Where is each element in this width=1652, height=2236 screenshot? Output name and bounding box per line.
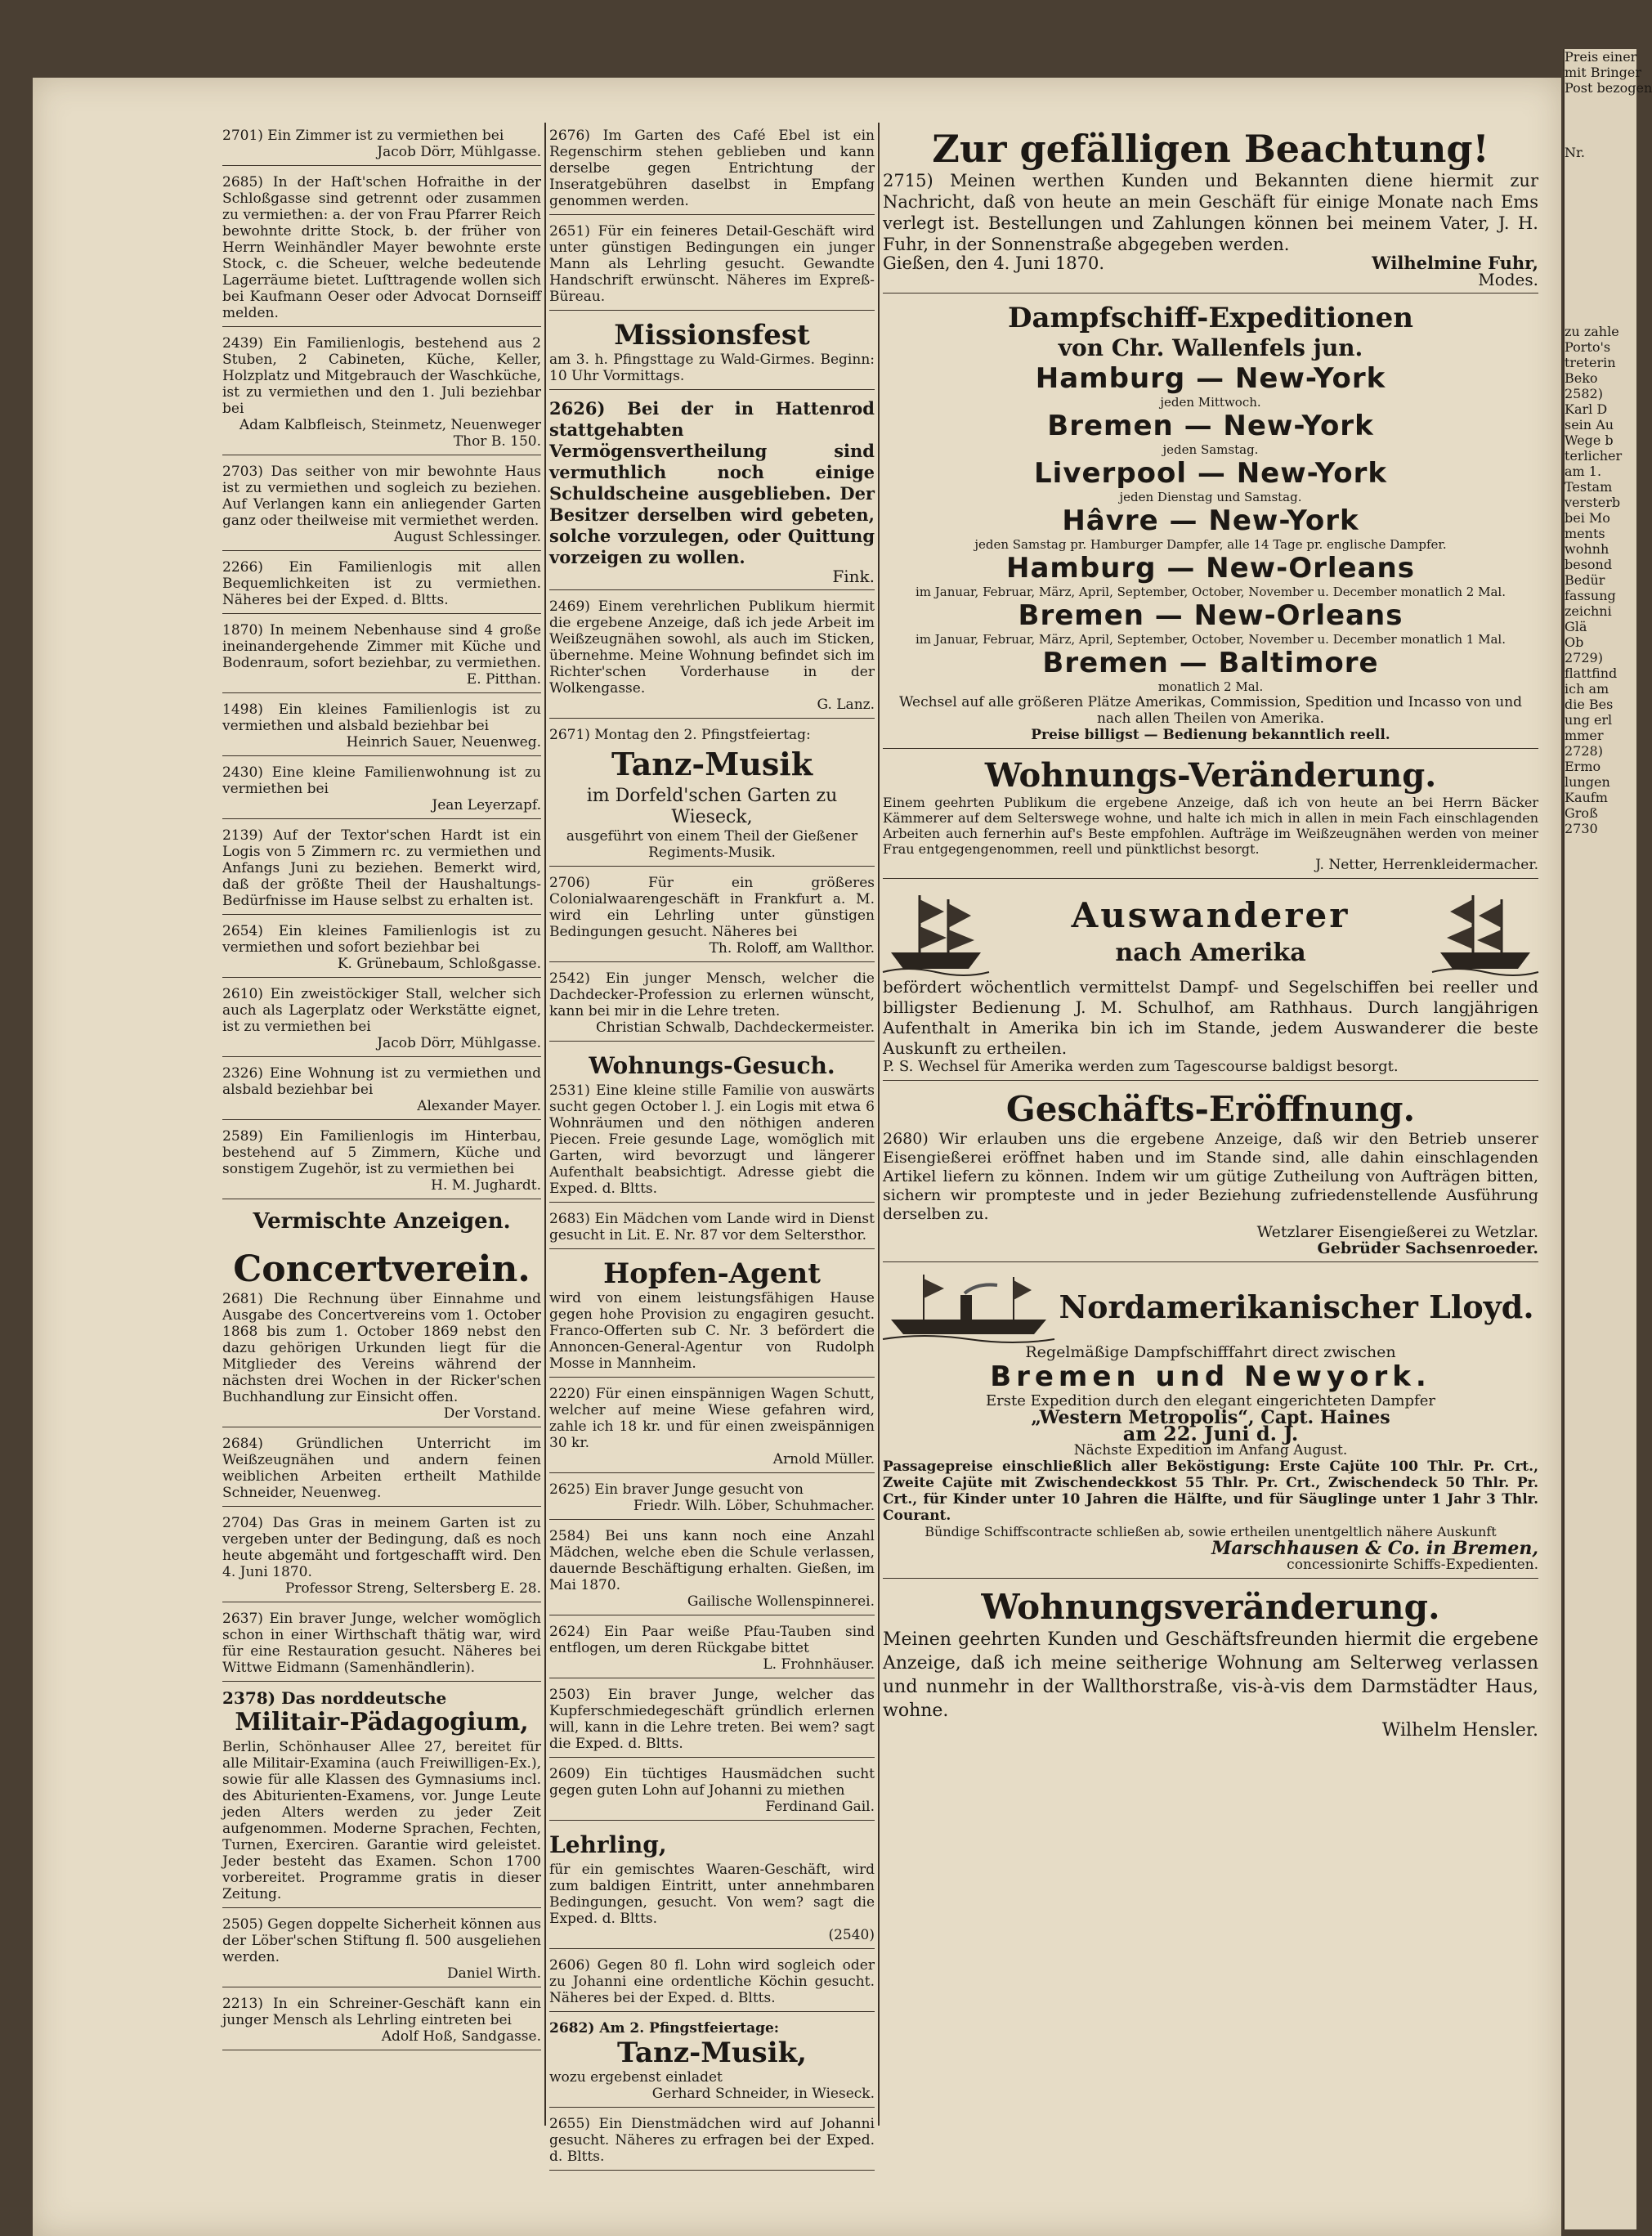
tanz-musik-ad-1: 2671) Montag den 2. Pfingstfeiertag: Tanz-Musik im Dorfeld'schen Garten zu Wieseck, ausgeführt von einem Theil der Gießener Regiments-Musik. — [549, 722, 875, 867]
adjacent-text: mmer — [1565, 728, 1604, 743]
adjacent-text: Ermo — [1565, 759, 1601, 774]
adjacent-text: flattfind — [1565, 665, 1618, 681]
concert-ad: Concertverein. 2681) Die Rechnung über Einnahme und Ausgabe des Concertvereins vom 1. October 1868 bis zum 1. October 1869 nebst den dazu gehörigen Urkunden liegt für die Mitglieder des Vereins während der nächsten drei Wochen in der Ricker'schen Buchhandlung zur Einsicht offen. Der Vorstand. — [222, 1243, 541, 1427]
column-rule — [878, 123, 880, 2126]
adjacent-text: wohnh — [1565, 541, 1609, 557]
adjacent-text: 2582) — [1565, 386, 1603, 401]
route-entry: Hamburg — New-York jeden Mittwoch. — [1035, 362, 1386, 410]
auswanderer-ad: Auswanderer nach Amerika befördert wöchentlich vermittelst Dampf- und Segelschiffen bei reeller und billigster Bedienung J. M. Schulhof, am Rathhaus. Durch langjährigen Aufenthalt in Amerika bin ich im Stande, jedem Auswanderer die beste Auskunft zu ertheilen. P. S. Wechsel für Amerika werden zum Tagescourse baldigst besorgt. — [883, 882, 1538, 1081]
route-entry: Liverpool — New-York jeden Dienstag und Samstag. — [1034, 457, 1387, 504]
classified-ad: 2704) Das Gras in meinem Garten ist zu vergeben unter der Bedingung, daß es noch heute abgemäht und fortgeschafft wird. Den 4. Juni 1870. Professor Streng, Seltersberg E. 28. — [222, 1510, 541, 1602]
tanz-musik-ad-2: 2682) Am 2. Pfingstfeiertage: Tanz-Musik, wozu ergebenst einladet Gerhard Schneider, in Wieseck. — [549, 2015, 875, 2108]
tanz-musik-title: Tanz-Musik — [611, 746, 813, 782]
classified-ad: 2266) Ein Familienlogis mit allen Bequemlichkeiten ist zu vermiethen. Näheres bei der Exped. d. Bltts. — [222, 554, 541, 614]
route-entry: Bremen — New-Orleans im Januar, Februar, März, April, September, October, November u. December monatlich 1 Mal. — [916, 599, 1506, 647]
classified-ad: 2326) Eine Wohnung ist zu vermiethen und alsbald beziehbar bei Alexander Mayer. — [222, 1060, 541, 1120]
adjacent-text: lungen — [1565, 774, 1610, 790]
column-1 — [222, 123, 541, 2054]
adjacent-text: Wege b — [1565, 432, 1614, 448]
adjacent-text: sein Au — [1565, 417, 1614, 432]
classified-ad: 2589) Ein Familienlogis im Hinterbau, bestehend auf 5 Zimmern, Küche und sonstigem Zugehör, ist zu vermiethen bei H. M. Jughardt. — [222, 1123, 541, 1199]
classified-ad: 2430) Eine kleine Familienwohnung ist zu vermiethen bei Jean Leyerzapf. — [222, 760, 541, 819]
classified-ad: 2542) Ein junger Mensch, welcher die Dachdecker-Profession zu erlernen wünscht, kann bei mir in die Lehre treten. Christian Schwalb, Dachdeckermeister. — [549, 966, 875, 1042]
wohnungs-gesuch-title: Wohnungs-Gesuch. — [589, 1052, 835, 1079]
route-entry: Bremen — New-York jeden Samstag. — [1047, 410, 1374, 457]
classified-ad: 2703) Das seither von mir bewohnte Haus ist zu vermiethen und sogleich zu beziehen. Auf Verlangen kann ein anliegender Garten ganz oder theilweise mit vermiethet werden. August Schlessinger. — [222, 459, 541, 551]
adjacent-text: Beko — [1565, 370, 1598, 386]
classified-ad: 2469) Einem verehrlichen Publikum hiermit die ergebene Anzeige, daß ich jede Arbeit im Weißzeugnähen sowohl, als auch im Sticken, übernehme. Meine Wohnung befindet sich im Richter'schen Vorderhause in der Wolkengasse. G. Lanz. — [549, 594, 875, 719]
ship-icon — [1432, 887, 1538, 977]
fuhr-title: Zur gefälligen Beachtung! — [932, 127, 1489, 171]
adjacent-text: die Bes — [1565, 697, 1614, 712]
adjacent-text: Ob — [1565, 634, 1584, 650]
classified-ad: 2655) Ein Dienstmädchen wird auf Johanni gesucht. Näheres zu erfragen bei der Exped. d. Bltts. — [549, 2111, 875, 2171]
mission-ad: Missionsfest am 3. h. Pfingsttage zu Wald-Girmes. Beginn: 10 Uhr Vormittags. — [549, 314, 875, 390]
classified-ad: 2684) Gründlichen Unterricht im Weißzeugnähen und andern feinen weiblichen Arbeiten ertheilt Mathilde Schneider, Neuenweg. — [222, 1431, 541, 1507]
wohnungs-gesuch-ad: Wohnungs-Gesuch. 2531) Eine kleine stille Familie von auswärts sucht gegen October l. J. ein Logis mit etwa 6 Wohnräumen und den nöthigen anderen Piecen. Freie gesunde Lage, womöglich mit Garten, wird bevorzugt und längerer Aufenthalt beabsichtigt. Adresse giebt die Exped. d. Bltts. — [549, 1045, 875, 1203]
adjacent-text: terlicher — [1565, 448, 1623, 464]
adjacent-text: Glä — [1565, 619, 1587, 634]
adjacent-text: fassung — [1565, 588, 1616, 603]
wohnungs-veraenderung-ad-2: Wohnungsveränderung. Meinen geehrten Kunden und Geschäftsfreunden hiermit die ergebene Anzeige, daß ich meine seitherige Wohnung am Selterweg verlassen und nunmehr in der Wallthorstraße, vis-à-vis dem Darmstädter Haus, wohne. Wilhelm Hensler. — [883, 1587, 1538, 1741]
classified-ad: 2220) Für einen einspännigen Wagen Schutt, welcher auf meine Wiese gefahren wird, zahle ich 18 kr. und für einen zweispännigen 30 kr. Arnold Müller. — [549, 1381, 875, 1473]
adjacent-text: zeichni — [1565, 603, 1612, 619]
classified-ad: 2609) Ein tüchtiges Hausmädchen sucht gegen guten Lohn auf Johanni zu miethen Ferdinand Gail. — [549, 1761, 875, 1821]
paedagogium-ad: 2378) Das norddeutsche Militair-Pädagogium, Berlin, Schönhauser Allee 27, bereitet für alle Militair-Examina (auch Freiwilligen-Ex.), sowie für alle Klassen des Gymnasiums incl. des Abiturienten-Examens, vor. Junge Leute jeden Alters werden zu jeder Zeit aufgenommen. Moderne Sprachen, Fechten, Turnen, Exerciren. Garantie wird geleistet. Jeder besteht das Examen. Schon 1700 vorbereitet. Programme gratis in dieser Zeitung. — [222, 1685, 541, 1908]
column-rule — [544, 123, 546, 2126]
adjacent-text: 2729) — [1565, 650, 1603, 665]
fuhr-ad: Zur gefälligen Beachtung! 2715) Meinen werthen Kunden und Bekannten diene hiermit zur Nachricht, daß von heute an mein Geschäft für einige Monate nach Ems verlegt ist. Bestellungen und Zahlungen können bei meinem Vater, J. H. Fuhr, in der Sonnenstraße abgegeben werden. Gießen, den 4. Juni 1870. Wilhelmine Fuhr, Modes. — [883, 123, 1538, 294]
classified-ad: 2654) Ein kleines Familienlogis ist zu vermiethen und sofort beziehbar bei K. Grünebaum, Schloßgasse. — [222, 918, 541, 978]
adjacent-text: ich am — [1565, 681, 1609, 697]
classified-ad: 2505) Gegen doppelte Sicherheit können aus der Löber'schen Stiftung fl. 500 ausgeliehen werden. Daniel Wirth. — [222, 1911, 541, 1987]
dampfschiff-title: Dampfschiff-Expeditionen — [1007, 302, 1414, 334]
classified-ad: 2503) Ein braver Junge, welcher das Kupferschmiedegeschäft gründlich erlernen will, kann in die Lehre treten. Bei wem? sagt die Exped. d. Bltts. — [549, 1682, 875, 1758]
adjacent-text: ments — [1565, 526, 1605, 541]
finck-ad: 2626) Bei der in Hattenrod stattgehabten Vermögensvertheilung sind vermuthlich noch einige Schuldscheine ausgeblieben. Der Besitzer derselben wird gebeten, solche vorzulegen, oder Quittung vorzeigen zu wollen. Fink. — [549, 393, 875, 590]
adjacent-text: ung erl — [1565, 712, 1613, 728]
lloyd-ad: Nordamerikanischer Lloyd. Regelmäßige Dampfschifffahrt direct zwischen Bremen und Newyork. Erste Expedition durch den elegant eingerichteten Dampfer „Western Metropolis“, Capt. Haines am 22. Juni d. J. Nächste Expedition im Anfang August. Passagepreise einschließlich aller Beköstigung: Erste Cajüte 100 Thlr. Pr. Crt., Zweite Cajüte mit Zwischendeckkost 55 Thlr. Pr. Crt., Zwischendeck 50 Thlr. Pr. Crt., für Kinder unter 10 Jahren die Hälfte, und für Säuglinge unter 1 Jahr 3 Thlr. Courant. Bündige Schiffscontracte schließen ab, sowie ertheilen unentgeltlich nähere Auskunft Marschhausen & Co. in Bremen, concessionirte Schiffs-Expedienten. — [883, 1266, 1538, 1579]
adjacent-text: Karl D — [1565, 401, 1608, 417]
steamship-icon — [883, 1270, 1054, 1344]
adjacent-text: Preis einer — [1565, 49, 1637, 65]
adjacent-text: am 1. — [1565, 464, 1602, 479]
adjacent-text: 2728) — [1565, 743, 1603, 759]
adjacent-text: mit Bringer — [1565, 65, 1641, 80]
paedagogium-title: Militair-Pädagogium, — [235, 1708, 529, 1736]
ship-icon — [883, 887, 989, 977]
hopfen-agent-ad: Hopfen-Agent wird von einem leistungsfähigen Hause gegen hohe Provision zu engagiren gesucht. Franco-Offerten sub C. Nr. 3 befördert die Annoncen-General-Agentur von Rudolph Mosse in Mannheim. — [549, 1252, 875, 1378]
geschaefts-eroeffnung-ad: Geschäfts-Eröffnung. 2680) Wir erlauben uns die ergebene Anzeige, daß wir den Betrieb unserer Eisengießerei eröffnet haben und im Stande sind, alle dahin einschlagenden Artikel liefern zu können. Indem wir um gütige Zutheilung von Aufträgen bitten, sichern wir prompteste und in jeder Beziehung zufriedenstellende Ausführung derselben zu. Wetzlarer Eisengießerei zu Wetzlar. Gebrüder Sachsenroeder. — [883, 1084, 1538, 1262]
hopfen-agent-title: Hopfen-Agent — [603, 1257, 821, 1290]
adjacent-text: Testam — [1565, 479, 1613, 495]
classified-ad: 2685) In der Haſt'schen Hofraithe in der Schloßgasse sind getrennt oder zusammen zu vermiethen: a. der von Frau Pfarrer Reich bewohnte dritte Stock, b. der früher von Herrn Weinhändler Mayer bewohnte erste Stock, c. die Scheuer, welche bedeutende Lagerräume bietet. Luſttragende wollen sich bei Kaufmann Oeser oder Advocat Dornseiff melden. — [222, 169, 541, 327]
classified-ad: 2213) In ein Schreiner-Geschäft kann ein junger Mensch als Lehrling eintreten bei Adolf Hoß, Sandgasse. — [222, 1991, 541, 2050]
concert-title: Concertverein. — [233, 1248, 531, 1290]
classified-ad: 2439) Ein Familienlogis, bestehend aus 2 Stuben, 2 Cabineten, Küche, Keller, Holzplatz und Mitgebrauch der Waschküche, ist zu vermiethen und den 1. Juli beziehbar bei Adam Kalbfleisch, Steinmetz, Neuenweger Thor B. 150. — [222, 330, 541, 455]
classified-ad: 2584) Bei uns kann noch eine Anzahl Mädchen, welche eben die Schule verlassen, dauernde Beschäftigung erhalten. Gießen, im Mai 1870. Gailische Wollenspinnerei. — [549, 1523, 875, 1615]
lehrling-ad: Lehrling, für ein gemischtes Waaren-Geschäft, wird zum baldigen Eintritt, unter annehmbaren Bedingungen, gesucht. Von wem? sagt die Exped. d. Bltts. (2540) — [549, 1824, 875, 1949]
adjacent-text: Nr. — [1565, 145, 1585, 160]
classified-ad: 2651) Für ein feineres Detail-Geschäft wird unter günstigen Bedingungen ein junger Mann als Lehrling gesucht. Gewandte Handschrift erwünscht. Näheres im Expreß-Büreau. — [549, 218, 875, 311]
adjacent-text: Post bezogen — [1565, 80, 1652, 96]
classified-ad: 2701) Ein Zimmer ist zu vermiethen bei Jacob Dörr, Mühlgasse. — [222, 123, 541, 166]
route-entry: Bremen — Baltimore monatlich 2 Mal. — [1042, 647, 1379, 694]
adjacent-text: Kaufm — [1565, 790, 1608, 805]
classified-ad: 2624) Ein Paar weiße Pfau-Tauben sind entflogen, um deren Rückgabe bittet L. Frohnhäuser. — [549, 1619, 875, 1678]
classified-ad: 2606) Gegen 80 fl. Lohn wird sogleich oder zu Johanni eine ordentliche Köchin gesucht. Näheres bei der Exped. d. Bltts. — [549, 1952, 875, 2012]
column-3 — [883, 123, 1538, 1747]
section-heading: Vermischte Anzeigen. — [253, 1209, 511, 1234]
classified-ad: 1870) In meinem Nebenhause sind 4 große ineinandergehende Zimmer mit Küche und Bodenraum, sofort beziehbar, zu vermiethen. E. Pitthan. — [222, 617, 541, 693]
adjacent-text: Bedür — [1565, 572, 1605, 588]
adjacent-page — [1563, 49, 1652, 2229]
classified-ad: 2610) Ein zweistöckiger Stall, welcher sich auch als Lagerplatz oder Werkstätte eignet, ist zu vermiethen bei Jacob Dörr, Mühlgasse. — [222, 981, 541, 1057]
adjacent-text: Groß — [1565, 805, 1598, 821]
adjacent-text: 2730 — [1565, 821, 1598, 836]
classified-ad: 2637) Ein braver Junge, welcher womöglich schon in einer Wirthschaft thätig war, wird für eine Restauration gesucht. Näheres bei Wittwe Eidmann (Samenhändlerin). — [222, 1606, 541, 1682]
wohnungs-veraenderung-ad-1: Wohnungs-Veränderung. Einem geehrten Publikum die ergebene Anzeige, daß ich von heute an bei Herrn Bäcker Kämmerer auf dem Selterswege wohne, und halte ich mich in allen in mein Fach einschlagenden Arbeiten auch fernerhin auf's Beste empfohlen. Aufträge im Weißzeugnähen werden von meiner Frau entgegengenommen, reell und pünktlichst besorgt. J. Netter, Herrenkleidermacher. — [883, 752, 1538, 879]
classified-ad: 2139) Auf der Textor'schen Hardt ist ein Logis von 5 Zimmern rc. zu vermiethen und Anfangs Juni zu beziehen. Bemerkt wird, daß der größte Theil der Haushaltungs-Bedürfnisse im Hause selbst zu erhalten ist. — [222, 822, 541, 915]
route-entry: Hâvre — New-York jeden Samstag pr. Hamburger Dampfer, alle 14 Tage pr. englische Dampfer. — [974, 504, 1447, 552]
classified-ad: 2676) Im Garten des Café Ebel ist ein Regenschirm stehen geblieben und kann derselbe gegen Entrichtung der Inseratgebühren daselbst in Empfang genommen werden. — [549, 123, 875, 215]
route-entry: Hamburg — New-Orleans im Januar, Februar, März, April, September, October, November u. December monatlich 2 Mal. — [916, 552, 1506, 599]
auswanderer-title: Auswanderer — [1071, 895, 1350, 935]
lloyd-title: Nordamerikanischer Lloyd. — [1059, 1288, 1534, 1325]
adjacent-text: bei Mo — [1565, 510, 1610, 526]
dampfschiff-ad: Dampfschiff-Expeditionen von Chr. Wallenfels jun. Hamburg — New-York jeden Mittwoch. Bremen — New-York jeden Samstag. Liverpool — New-York jeden Dienstag und Samstag. Hâvre — New-York jeden Samstag pr. Hamburger Dampfer, alle 14 Tage pr. englische Dampfer. Hamburg — New-Orleans im Januar, Februar, März, April, September, October, November u. December monatlich 2 Mal. Bremen — New-Orleans im Januar, Februar, März, April, September, October, November u. December monatlich 1 Mal. Bremen — Baltimore monatlich 2 Mal. Wechsel auf alle größeren Plätze Amerikas, Commission, Spedition und Incasso von und nach allen Theilen von Amerika. Preise billigst — Bedienung bekanntlich reell. — [883, 297, 1538, 749]
adjacent-text: treterin — [1565, 355, 1616, 370]
classified-ad: 2683) Ein Mädchen vom Lande wird in Dienst gesucht in Lit. E. Nr. 87 vor dem Seltersthor. — [549, 1206, 875, 1249]
classified-ad: 2625) Ein braver Junge gesucht von Friedr. Wilh. Löber, Schuhmacher. — [549, 1476, 875, 1520]
adjacent-text: versterb — [1565, 495, 1621, 510]
mission-title: Missionsfest — [614, 319, 810, 352]
adjacent-text: zu zahle — [1565, 324, 1619, 339]
adjacent-text: besond — [1565, 557, 1613, 572]
classified-ad: 1498) Ein kleines Familienlogis ist zu vermiethen und alsbald beziehbar bei Heinrich Sauer, Neuenweg. — [222, 697, 541, 756]
column-2 — [549, 123, 875, 2174]
classified-ad: 2706) Für ein größeres Colonialwaarengeschäft in Frankfurt a. M. wird ein Lehrling unter günstigen Bedingungen gesucht. Näheres bei Th. Roloff, am Wallthor. — [549, 870, 875, 962]
adjacent-text: Porto's — [1565, 339, 1611, 355]
